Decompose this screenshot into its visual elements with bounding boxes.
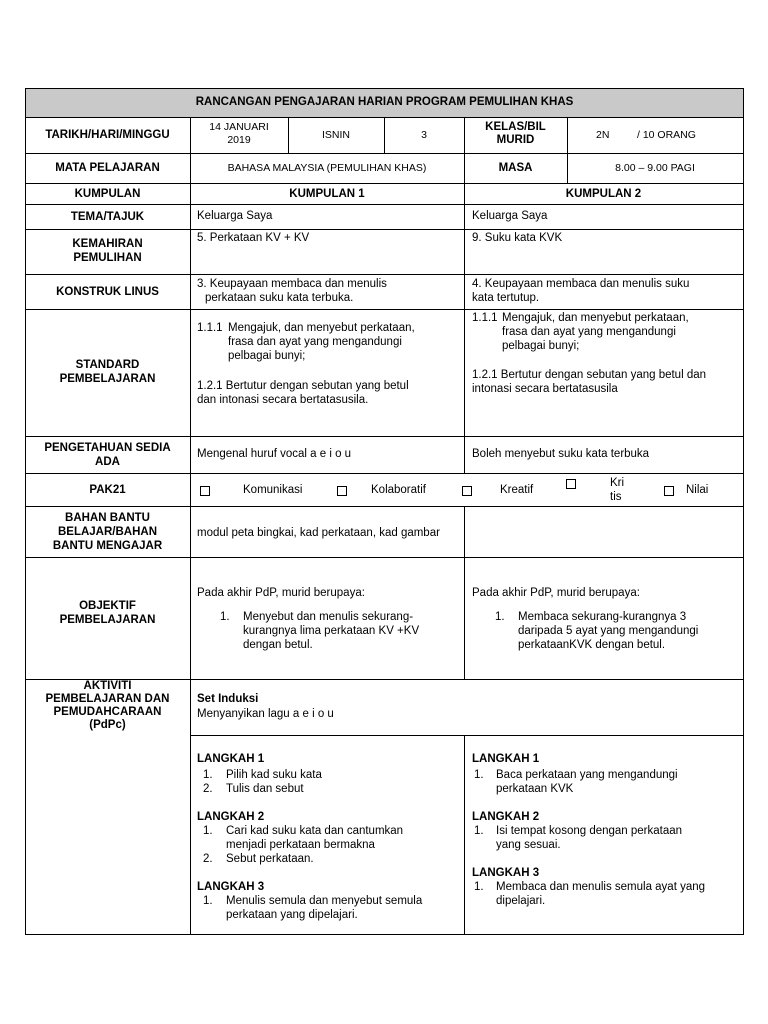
pak21-nilai: Nilai [686, 484, 709, 496]
g2-step1-item1: Baca perkataan yang mengandungi perkataan KVK [496, 769, 678, 795]
standard-label: STANDARD PEMBELAJARAN [59, 359, 156, 385]
standard-g1-item2: 1.2.1 Bertutur dengan sebutan yang betul dan intonasi secara bertatasusila. [197, 380, 409, 406]
theme-label: TEMA/TAJUK [70, 211, 145, 223]
list-number: 1. [474, 825, 484, 837]
time-label: MASA [498, 162, 533, 174]
checkbox-kolaboratif[interactable] [337, 486, 347, 496]
list-number: 2. [203, 783, 213, 795]
standard-g1-item: Mengajuk, dan menyebut perkataan, frasa dan ayat yang mengandungi pelbagai bunyi; [228, 322, 415, 362]
subject-value: BAHASA MALAYSIA (PEMULIHAN KHAS) [227, 162, 427, 174]
g1-step2-item2: Sebut perkataan. [226, 853, 314, 865]
objective-g1-intro: Pada akhir PdP, murid berupaya: [197, 587, 365, 599]
rule [25, 557, 744, 558]
materials-label: BAHAN BANTU BELAJAR/BAHAN BANTU MENGAJAR [52, 512, 163, 552]
rule [25, 309, 744, 310]
group2-heading: KUMPULAN 2 [565, 188, 642, 200]
group-label: KUMPULAN [74, 188, 141, 200]
materials-value: modul peta bingkai, kad perkataan, kad gambar [197, 527, 440, 539]
rule [464, 735, 465, 935]
objective-g2-num: 1. [495, 611, 505, 623]
pak21-kreatif: Kreatif [500, 484, 534, 496]
rule [25, 88, 744, 89]
rule [25, 204, 744, 205]
rule [25, 506, 744, 507]
day-value: ISNIN [321, 129, 350, 141]
pak21-label: PAK21 [89, 484, 126, 496]
rule [190, 117, 191, 935]
objective-g1-item: Menyebut dan menulis sekurang- kurangnya lima perkataan KV +KV dengan betul. [243, 611, 420, 651]
list-number: 1. [474, 769, 484, 781]
rule [25, 274, 744, 275]
checkbox-kreatif[interactable] [462, 486, 472, 496]
rule [464, 506, 465, 679]
class-value: 2N [596, 129, 610, 141]
objective-label: OBJEKTIF PEMBELAJARAN [59, 600, 156, 626]
g2-step1-title: LANGKAH 1 [472, 753, 540, 765]
prior-knowledge-label: PENGETAHUAN SEDIA ADA [44, 442, 171, 468]
skill-label: KEMAHIRAN PEMULIHAN [72, 238, 143, 264]
objective-g2-intro: Pada akhir PdP, murid berupaya: [472, 587, 640, 599]
list-number: 1. [203, 825, 213, 837]
week-value: 3 [421, 129, 427, 141]
student-count: / 10 ORANG [637, 129, 696, 141]
objective-g2-item: Membaca sekurang-kurangnya 3 daripada 5 ayat yang mengandungi perkataanKVK dengan betul. [518, 611, 699, 651]
list-number: 1. [203, 895, 213, 907]
date-label: TARIKH/HARI/MINGGU [45, 129, 170, 141]
theme-g2: Keluarga Saya [472, 210, 548, 222]
skill-g2: 9. Suku kata KVK [472, 232, 563, 244]
pak21-komunikasi: Komunikasi [243, 484, 303, 496]
checkbox-kritis[interactable] [566, 479, 576, 489]
standard-g1-num: 1.1.1 [197, 322, 223, 334]
rule [25, 153, 744, 154]
list-number: 1. [474, 881, 484, 893]
rule [25, 229, 744, 230]
prior-knowledge-g2: Boleh menyebut suku kata terbuka [472, 448, 650, 460]
standard-g2-num: 1.1.1 [472, 312, 498, 324]
rule [25, 934, 744, 935]
g1-step2-item1: Cari kad suku kata dan cantumkan menjadi perkataan bermakna [226, 825, 404, 851]
construct-label: KONSTRUK LINUS [56, 286, 159, 298]
list-number: 2. [203, 853, 213, 865]
standard-g2-item2: 1.2.1 Bertutur dengan sebutan yang betul dan intonasi secara bertatasusila [472, 369, 707, 395]
theme-g1: Keluarga Saya [197, 210, 273, 222]
class-label: KELAS/BIL MURID [485, 121, 546, 146]
group1-heading: KUMPULAN 1 [289, 188, 365, 200]
rule [25, 436, 744, 437]
rule [743, 88, 744, 935]
pak21-kritis: Kri tis [610, 477, 625, 503]
prior-knowledge-g1: Mengenal huruf vocal a e i o u [197, 448, 352, 460]
g1-step3-title: LANGKAH 3 [197, 881, 265, 893]
objective-g1-num: 1. [220, 611, 230, 623]
date-value: 14 JANUARI 2019 [209, 121, 269, 146]
induction-text: Menyanyikan lagu a e i o u [197, 708, 334, 720]
induction-title: Set Induksi [197, 693, 259, 705]
pak21-kolaboratif: Kolaboratif [371, 484, 426, 496]
skill-g1: 5. Perkataan KV + KV [197, 232, 310, 244]
list-number: 1. [203, 769, 213, 781]
g2-step2-title: LANGKAH 2 [472, 811, 540, 823]
standard-g2-item: Mengajuk, dan menyebut perkataan, frasa dan ayat yang mengandungi pelbagai bunyi; [502, 312, 689, 352]
g1-step1-item2: Tulis dan sebut [226, 783, 304, 795]
rule [25, 473, 744, 474]
checkbox-komunikasi[interactable] [200, 486, 210, 496]
g2-step2-item1: Isi tempat kosong dengan perkataan yang sesuai. [496, 825, 683, 851]
checkbox-nilai[interactable] [664, 486, 674, 496]
g1-step2-title: LANGKAH 2 [197, 811, 265, 823]
document-title: RANCANGAN PENGAJARAN HARIAN PROGRAM PEMULIHAN KHAS [195, 96, 574, 108]
g1-step3-item1: Menulis semula dan menyebut semula perkataan yang dipelajari. [226, 895, 423, 921]
g2-step3-title: LANGKAH 3 [472, 867, 540, 879]
rule [190, 735, 744, 736]
subject-label: MATA PELAJARAN [55, 162, 160, 174]
g1-step1-item1: Pilih kad suku kata [226, 769, 322, 781]
g2-step3-item1: Membaca dan menulis semula ayat yang dipelajari. [496, 881, 706, 907]
time-value: 8.00 – 9.00 PAGI [615, 162, 695, 174]
rule [25, 183, 744, 184]
g1-step1-title: LANGKAH 1 [197, 753, 265, 765]
construct-g2: 4. Keupayaan membaca dan menulis suku kata tertutup. [472, 278, 690, 304]
construct-g1: 3. Keupayaan membaca dan menulis perkataan suku kata terbuka. [197, 278, 387, 304]
activity-label: AKTIVITI PEMBELAJARAN DAN PEMUDAHCARAAN (PdPc) [45, 680, 170, 731]
